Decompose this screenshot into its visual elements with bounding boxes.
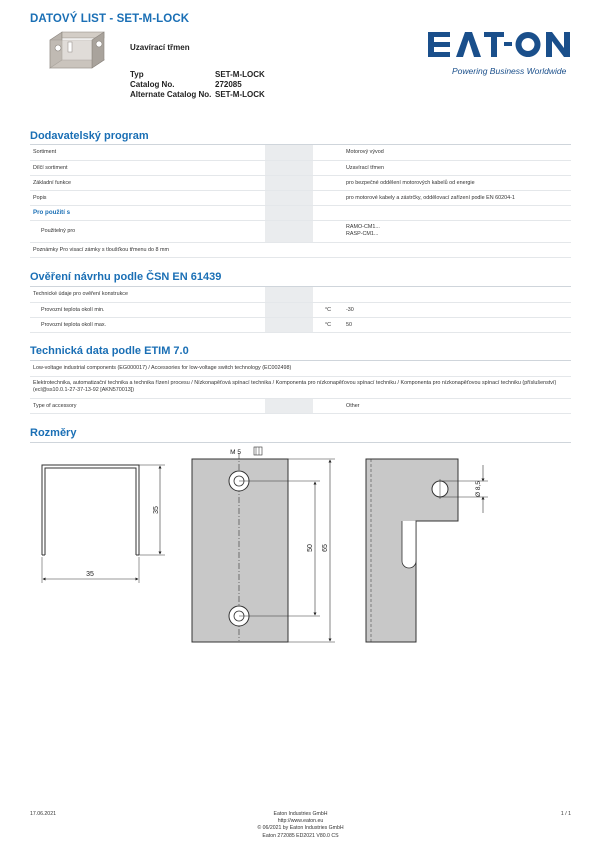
table-row — [30, 220, 571, 242]
etim-table — [30, 361, 571, 414]
table-row — [30, 317, 571, 332]
row-value: Motorový vývod — [343, 145, 571, 160]
meta-row-type — [130, 70, 295, 80]
section-title-dimensions: Rozměry — [30, 427, 77, 439]
front-view — [42, 465, 165, 583]
dim-35-width: 35 — [86, 571, 94, 578]
row-value: Other — [343, 398, 571, 413]
usage-value-2: RASP-CM1... — [346, 231, 379, 237]
etim-line-1: Low-voltage industrial components (EG000017) / Accessories for low-voltage switch technology (EC002498) — [30, 361, 571, 376]
unit-cell — [313, 205, 343, 220]
unit-cell — [313, 398, 343, 413]
unit-cell — [313, 287, 343, 302]
dim-hole-diameter: Ø 8,5 — [475, 481, 482, 497]
verification-table — [30, 287, 571, 333]
dimension-drawing — [30, 443, 571, 658]
meta-value: 272085 — [215, 80, 242, 89]
shaded-cell — [265, 287, 313, 302]
brand-slogan: Powering Business Worldwide — [452, 66, 567, 76]
row-label: Sortiment — [30, 145, 265, 160]
dim-35-height: 35 — [153, 506, 160, 514]
program-table — [30, 145, 571, 258]
unit-cell: °C — [313, 317, 343, 332]
row-value — [343, 287, 571, 302]
right-view — [366, 459, 488, 642]
table-row — [30, 145, 571, 160]
row-label: Technické údaje pro ověření konstrukce — [30, 287, 265, 302]
meta-value: SET-M-LOCK — [215, 90, 265, 99]
section-title-etim: Technická data podle ETIM 7.0 — [30, 345, 189, 357]
table-row — [30, 376, 571, 398]
section-title-verification: Ověření návrhu podle ČSN EN 61439 — [30, 271, 222, 283]
row-label: Provozní teplota okolí min. — [30, 302, 265, 317]
meta-row-catalog — [130, 80, 295, 90]
section-title-program: Dodavatelský program — [30, 130, 149, 142]
product-image — [44, 30, 116, 76]
table-row — [30, 175, 571, 190]
row-label: Použitelný pro — [30, 220, 265, 242]
product-subtitle: Uzavírací třmen — [130, 43, 190, 52]
meta-label: Typ — [130, 70, 144, 79]
row-value — [343, 205, 571, 220]
product-meta — [130, 70, 295, 100]
shaded-cell — [265, 175, 313, 190]
table-row — [30, 205, 571, 220]
table-row — [30, 302, 571, 317]
footer-center — [200, 811, 401, 840]
subheading: Pro použití s — [30, 205, 265, 220]
eaton-logo — [428, 30, 573, 64]
footer-copyright: © 06/2021 by Eaton Industries GmbH — [257, 825, 344, 832]
document-title: DATOVÝ LIST - SET-M-LOCK — [30, 13, 190, 25]
table-row — [30, 242, 571, 257]
shaded-cell — [265, 398, 313, 413]
table-row — [30, 398, 571, 413]
row-value — [343, 220, 571, 242]
shaded-cell — [265, 160, 313, 175]
meta-label: Alternate Catalog No. — [130, 90, 212, 99]
footer-date: 17.06.2021 — [30, 811, 56, 817]
shaded-cell — [265, 190, 313, 205]
meta-label: Catalog No. — [130, 80, 175, 89]
row-label: Provozní teplota okolí max. — [30, 317, 265, 332]
shaded-cell — [265, 205, 313, 220]
note: Poznámky Pro visací zámky s tloušťkou třmenu do 8 mm — [30, 242, 571, 257]
unit-cell — [313, 190, 343, 205]
row-value: Uzavírací třmen — [343, 160, 571, 175]
shaded-cell — [265, 302, 313, 317]
table-row — [30, 361, 571, 376]
footer-url[interactable]: http://www.eaton.eu — [277, 818, 324, 825]
row-label: Popis — [30, 190, 265, 205]
screw-label: M 5 — [230, 449, 241, 456]
row-label: Základní funkce — [30, 175, 265, 190]
shaded-cell — [265, 220, 313, 242]
dim-50: 50 — [307, 544, 314, 552]
footer-doc-id: Eaton 272085 ED2021 V80.0 CS — [262, 832, 339, 839]
row-value: 50 — [343, 317, 571, 332]
shaded-cell — [265, 317, 313, 332]
row-value: pro bezpečné oddělení motorových kabelů od energie — [343, 175, 571, 190]
usage-value-1: RAMO-CM1... — [346, 224, 380, 230]
dim-65: 65 — [322, 544, 329, 552]
table-row — [30, 160, 571, 175]
row-label: Type of accessory — [30, 398, 265, 413]
table-row — [30, 190, 571, 205]
unit-cell — [313, 175, 343, 190]
unit-cell: °C — [313, 302, 343, 317]
row-value: pro motorové kabely a zástrčky, oddělovací zařízení podle EN 60204-1 — [343, 190, 571, 205]
etim-line-2: Elektrotechnika, automatizační technika a technika řízení procesu / Nízkonapěťová spínací technika / Komponenta pro nízkonapěťovou spínací techniku / Komponenta pro nízkonapěťovou spínací techniku (příslušenství) (ecl@ss10.0.1-27-37-13-92 [AKN570013]) — [30, 376, 571, 398]
row-label: Dílčí sortiment — [30, 160, 265, 175]
unit-cell — [313, 145, 343, 160]
meta-value: SET-M-LOCK — [215, 70, 265, 79]
unit-cell — [313, 220, 343, 242]
table-row — [30, 287, 571, 302]
meta-row-alt-catalog — [130, 90, 295, 100]
unit-cell — [313, 160, 343, 175]
shaded-cell — [265, 145, 313, 160]
footer-page-number: 1 / 1 — [560, 811, 571, 817]
footer-company: Eaton Industries GmbH — [273, 811, 328, 817]
row-value: -30 — [343, 302, 571, 317]
